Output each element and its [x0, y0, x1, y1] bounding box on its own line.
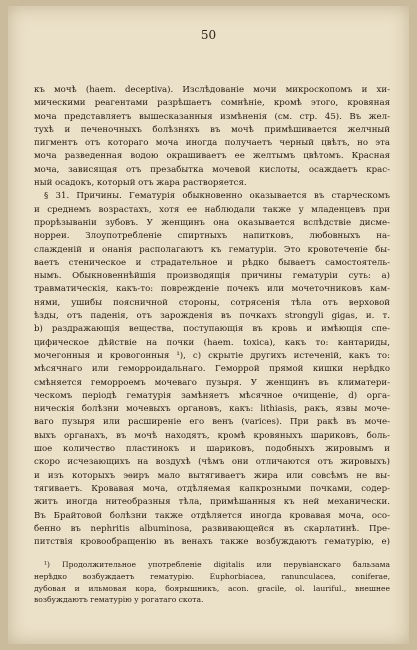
text-line: пигментъ отъ котораго моча иногда получаетъ черный цвѣтъ, но эта — [34, 138, 390, 149]
text-line: питствія кровообращенію въ венахъ также возбуждаютъ гематурію, е) — [34, 537, 390, 548]
text-line: мическими реагентами разрѣшаетъ сомнѣніе, кромѣ этого, кровяная — [34, 98, 390, 109]
text-line: травматическія, какъ-то: поврежденіе почекъ или мочеточниковъ кам- — [34, 284, 390, 295]
text-line: нями, ушибы поясничной стороны, сотрясенія тѣла отъ верховой — [34, 297, 390, 308]
text-line: тухѣ и печеночныхъ болѣзняхъ въ мочѣ примѣшивается желчный — [34, 124, 390, 135]
book-page — [8, 6, 409, 644]
text-line: и среднемъ возрастахъ, хотя ее наблюдали также у младенцевъ при — [34, 204, 390, 215]
text-line: житъ иногда нитеобразныя тѣла, примѣшанныя къ ней механически. — [34, 497, 390, 508]
text-line: нымъ. Обыкновеннѣйшія производящія причины гематуріи суть: а) — [34, 271, 390, 282]
text-line: тягиваетъ. Кровавая моча, отдѣляемая капкрозными почками, содер- — [34, 483, 390, 494]
text-line: ѣзды, отъ паденія, отъ зарожденія въ почкахъ strongyli gigas, и. т. — [34, 311, 390, 322]
text-line: выхъ органахъ, въ мочѣ находятъ, кромѣ кровяныхъ шариковъ, боль- — [34, 430, 390, 441]
text-line: § 31. Причины. Гематурія обыкновенно оказывается въ старческомъ — [44, 191, 390, 202]
text-line: шое количество пластинокъ и шариковъ, подобныхъ жировымъ и — [34, 444, 390, 455]
text-line: бенно въ nephritis albuminosa, развивающейся въ скарлатинѣ. Пре- — [34, 523, 390, 534]
text-line: ваетъ стеническое и страдательное и рѣдко бываетъ самостоятель- — [34, 257, 390, 268]
text-line: норреи. Злоупотребленіе спиртныхъ напитковъ, любовныхъ на- — [34, 231, 390, 242]
footnote-line: возбуждаютъ гематурію у рогатаго скота. — [34, 595, 204, 605]
footnote-line: дубовая и ильмовая кора, боярышникъ, acon. gracile, ol. lauriful., внешнее — [34, 583, 390, 593]
text-line: Въ Брайтовой болѣзни также отдѣляется иногда кровавая моча, осо- — [34, 510, 390, 521]
text-line: моча представляетъ вышесказанныя измѣненія (см. стр. 45). Въ жел- — [34, 111, 390, 122]
text-line: ваго пузыря или расширеніе его венъ (varices). При ракѣ въ моче- — [34, 417, 390, 428]
text-line: прорѣзываніи зубовъ. У женщинъ она оказывается вслѣдствіе дисме- — [34, 217, 390, 228]
page-number: 50 — [200, 28, 217, 42]
text-line: ный осадокъ, который отъ жара растворяется. — [34, 178, 247, 189]
footnote-line: нерѣдко возбуждаетъ гематурію. Euphorbiacea, ranunculacea, coniferae, — [34, 571, 390, 581]
text-line: и изъ которыхъ эѳиръ мало вытягиваетъ жира или совсѣмъ не вы- — [34, 470, 390, 481]
body-text — [34, 84, 390, 549]
text-line: цифическое дѣйствіе на почки (haem. toxica), какъ то: кантариды, — [34, 337, 390, 348]
text-line: ническія болѣзни мочевыхъ органовъ, какъ: lithiasis, ракъ, язвы моче- — [34, 404, 390, 415]
footnote-line: ¹) Продолжительное употребленіе digitalis или перувіанскаго бальзама — [44, 560, 390, 569]
text-line: b) раздражающія вещества, поступающія въ кровь и имѣющія спе- — [34, 324, 390, 335]
text-line: слажденій и онанія располагаютъ къ гематуріи. Это кровотеченіе бы- — [34, 244, 390, 255]
footnote — [34, 559, 390, 606]
text-line: мѣсячнаго или геморроидальнаго. Геморрой прямой кишки нерѣдко — [34, 364, 390, 375]
text-line: ческомъ періодѣ гематурія замѣняетъ мѣсячное очищеніе, d) орга- — [34, 390, 390, 401]
text-line: мочегонныя и кровогонныя ¹), с) скрытіе другихъ истеченій, какъ то: — [34, 350, 390, 361]
text-line: смѣняется геморроемъ мочеваго пузыря. У женщинъ въ климатери- — [34, 377, 390, 388]
text-line: скоро исчезающихъ на воздухѣ (чѣмъ они отличаются отъ жировыхъ) — [34, 457, 390, 468]
text-line: къ мочѣ (haem. deceptiva). Изслѣдованіе мочи микроскопомъ и хи- — [34, 85, 390, 95]
text-line: моча, зависящая отъ презабытка мочевой кислоты, осаждаетъ крас- — [34, 164, 390, 175]
text-line: моча разведенная водою окрашиваетъ ее желтымъ цвѣтомъ. Красная — [34, 151, 390, 162]
